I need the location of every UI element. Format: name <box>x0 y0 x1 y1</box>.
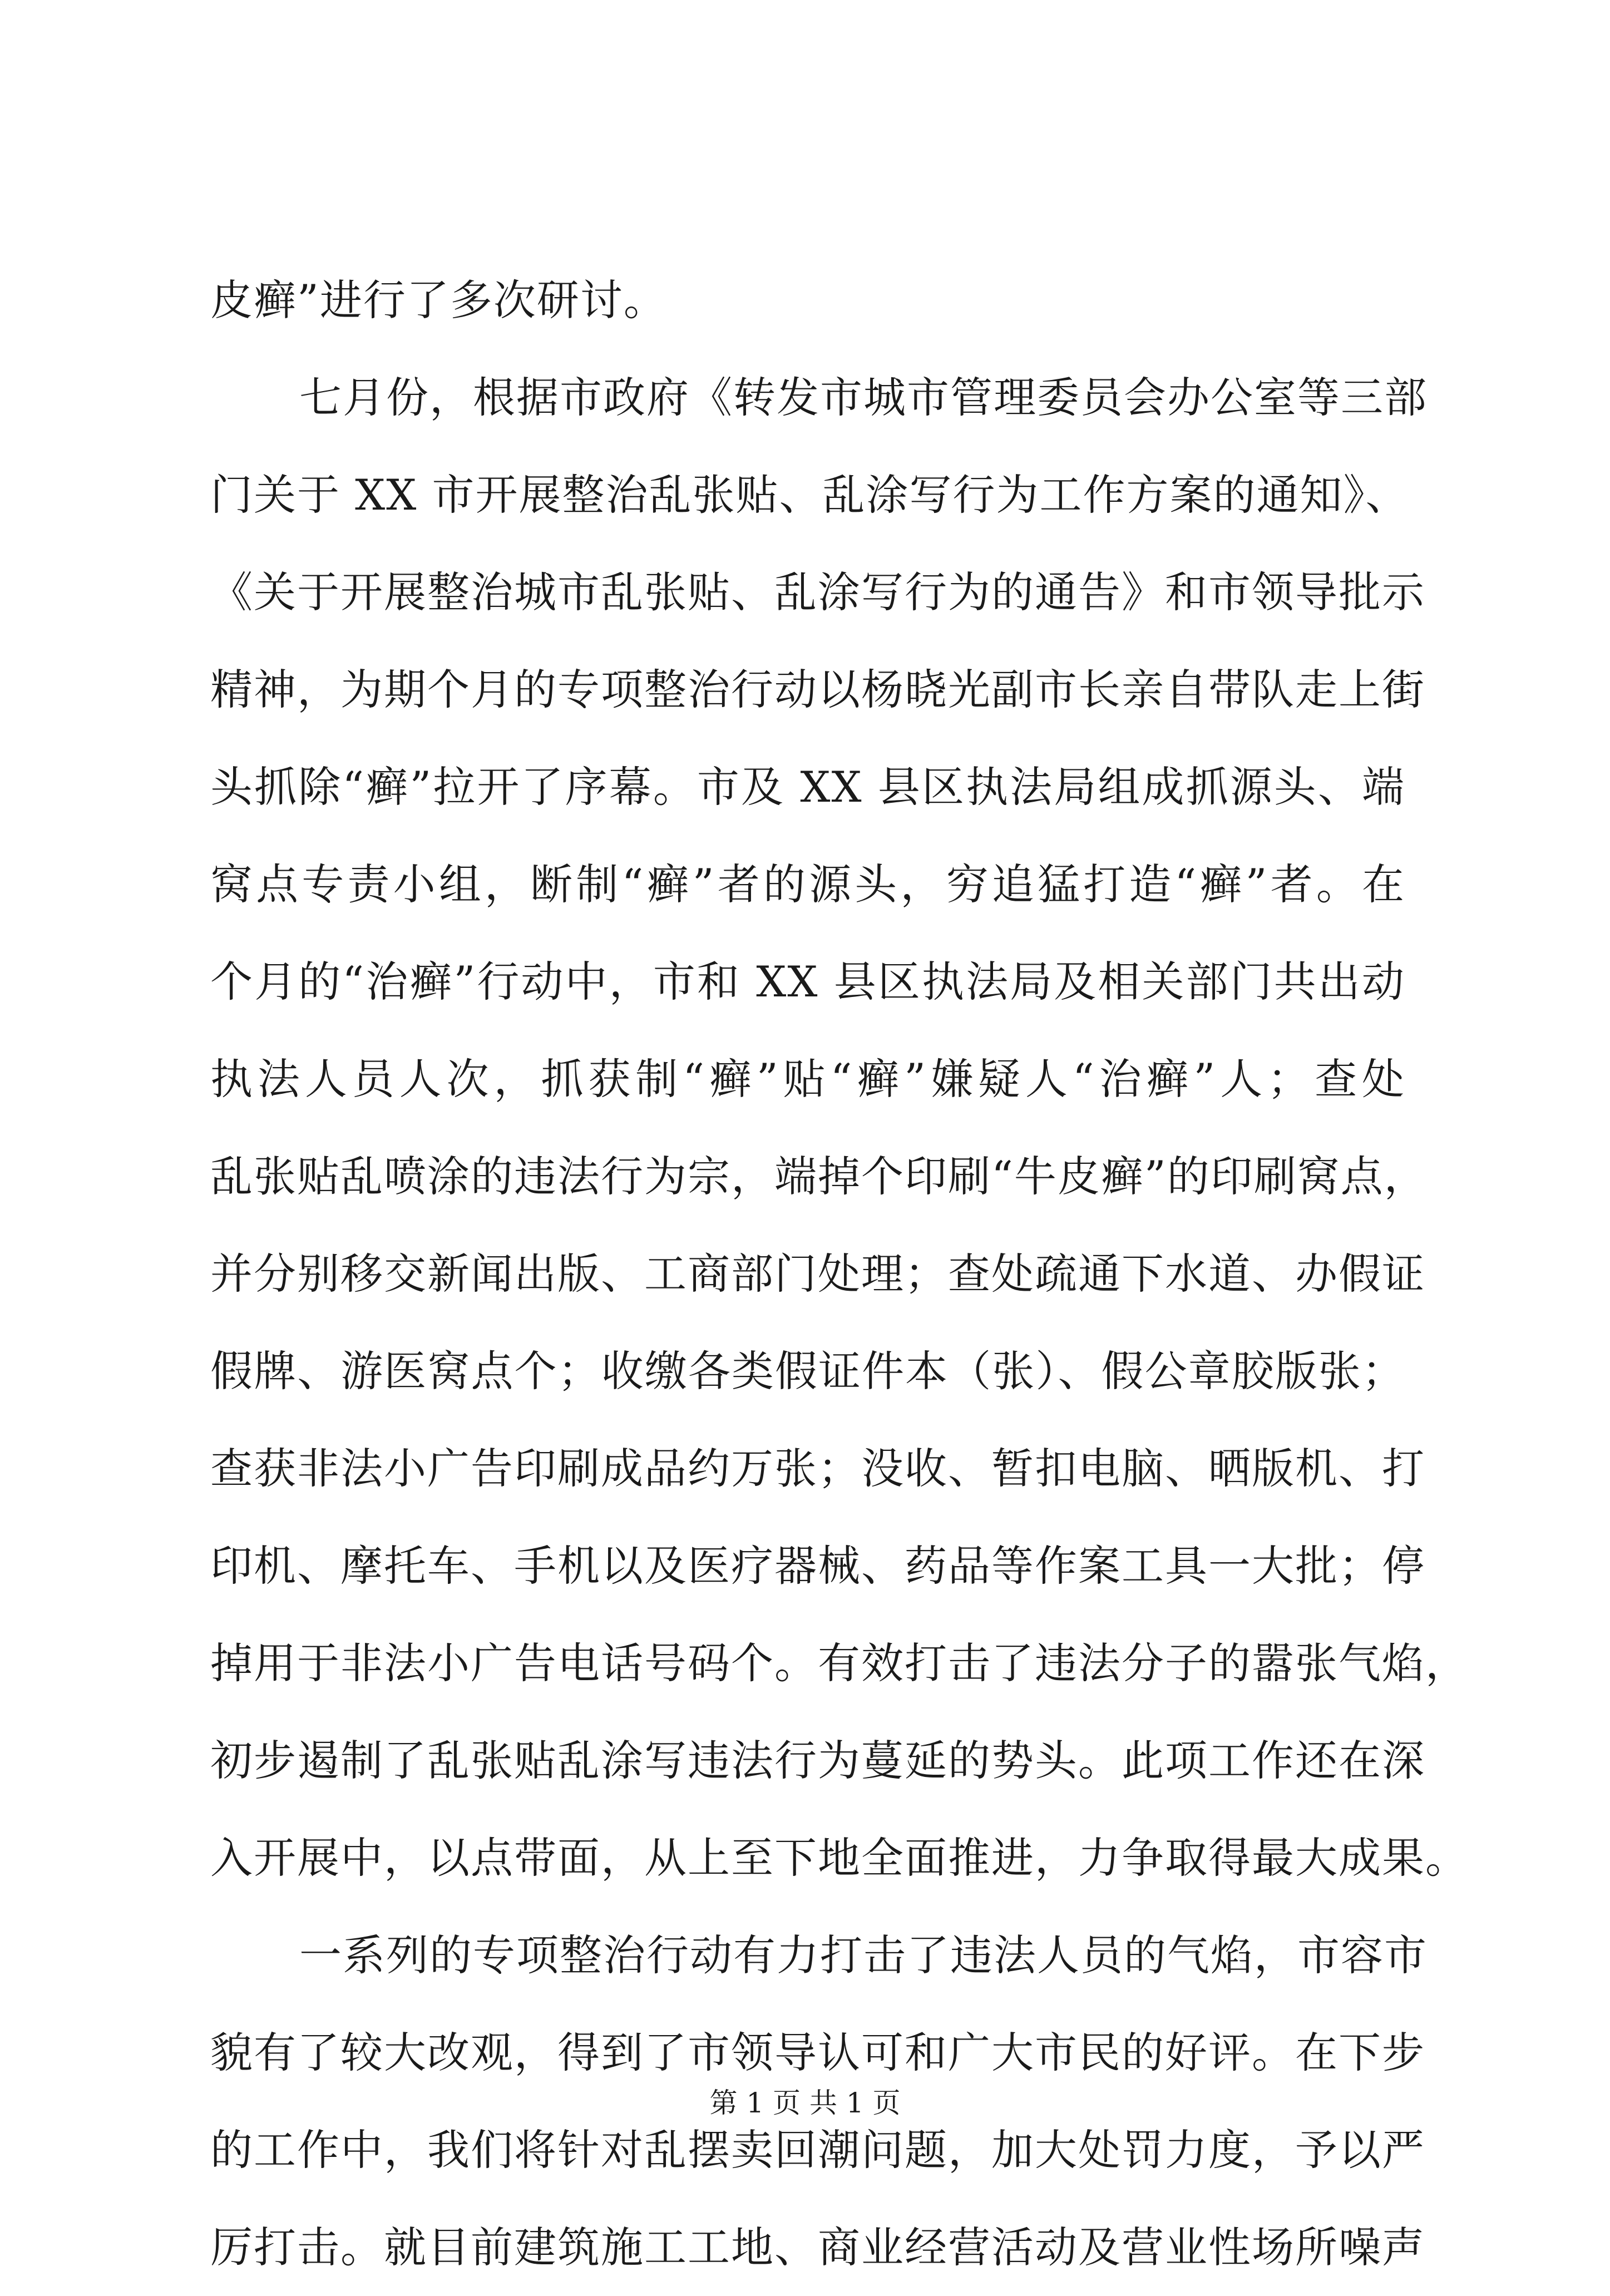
text-line: 初步遏制了乱张贴乱涂写违法行为蔓延的势头。此项工作还在深 <box>210 1736 1425 1785</box>
text-line: 个月的“治癣”行动中，市和 XX 县区执法局及相关部门共出动 <box>210 957 1405 1006</box>
text-line: 入开展中，以点带面，从上至下地全面推进，力争取得最大成果。 <box>210 1833 1469 1883</box>
text-line: 窝点专责小组，断制“癣”者的源头，穷追猛打造“癣”者。在 <box>210 860 1405 909</box>
text-line: 掉用于非法小广告电话号码个。有效打击了违法分子的嚣张气焰， <box>210 1638 1469 1688</box>
text-line: 查获非法小广告印刷成品约万张；没收、暂扣电脑、晒版机、打 <box>210 1444 1425 1493</box>
page-footer: 第 1 页 共 1 页 <box>709 2087 901 2119</box>
paragraph-first-line: 一系列的专项整治行动有力打击了违法人员的气焰，市容市 <box>299 1930 1428 1980</box>
text-line: 的工作中，我们将针对乱摆卖回潮问题，加大处罚力度，予以严 <box>210 2125 1425 2175</box>
text-line: 貌有了较大改观，得到了市领导认可和广大市民的好评。在下步 <box>210 2028 1425 2077</box>
text-line: 并分别移交新闻出版、工商部门处理；查处疏通下水道、办假证 <box>210 1249 1425 1298</box>
paragraph-first-line: 七月份，根据市政府《转发市城市管理委员会办公室等三部 <box>299 373 1428 422</box>
text-line: 精神，为期个月的专项整治行动以杨晓光副市长亲自带队走上街 <box>210 665 1425 714</box>
text-line: 厉打击。就目前建筑施工工地、商业经营活动及营业性场所噪声 <box>210 2223 1425 2272</box>
text-line: 《关于开展整治城市乱张贴、乱涂写行为的通告》和市领导批示 <box>210 567 1425 617</box>
text-line: 印机、摩托车、手机以及医疗器械、药品等作案工具一大批；停 <box>210 1541 1425 1591</box>
body-text <box>210 251 1469 2296</box>
text-line: 假牌、游医窝点个；收缴各类假证件本（张）、假公章胶版张； <box>210 1346 1405 1396</box>
text-line: 执法人员人次，抓获制“癣”贴“癣”嫌疑人“治癣”人；查处 <box>210 1054 1405 1104</box>
text-line: 乱张贴乱喷涂的违法行为宗，端掉个印刷“牛皮癣”的印刷窝点， <box>210 1152 1428 1201</box>
text-line: 门关于 XX 市开展整治乱张贴、乱涂写行为工作方案的通知》、 <box>210 470 1409 520</box>
text-line: 皮癣”进行了多次研讨。 <box>210 275 667 325</box>
text-line: 头抓除“癣”拉开了序幕。市及 XX 县区执法局组成抓源头、端 <box>210 762 1405 812</box>
